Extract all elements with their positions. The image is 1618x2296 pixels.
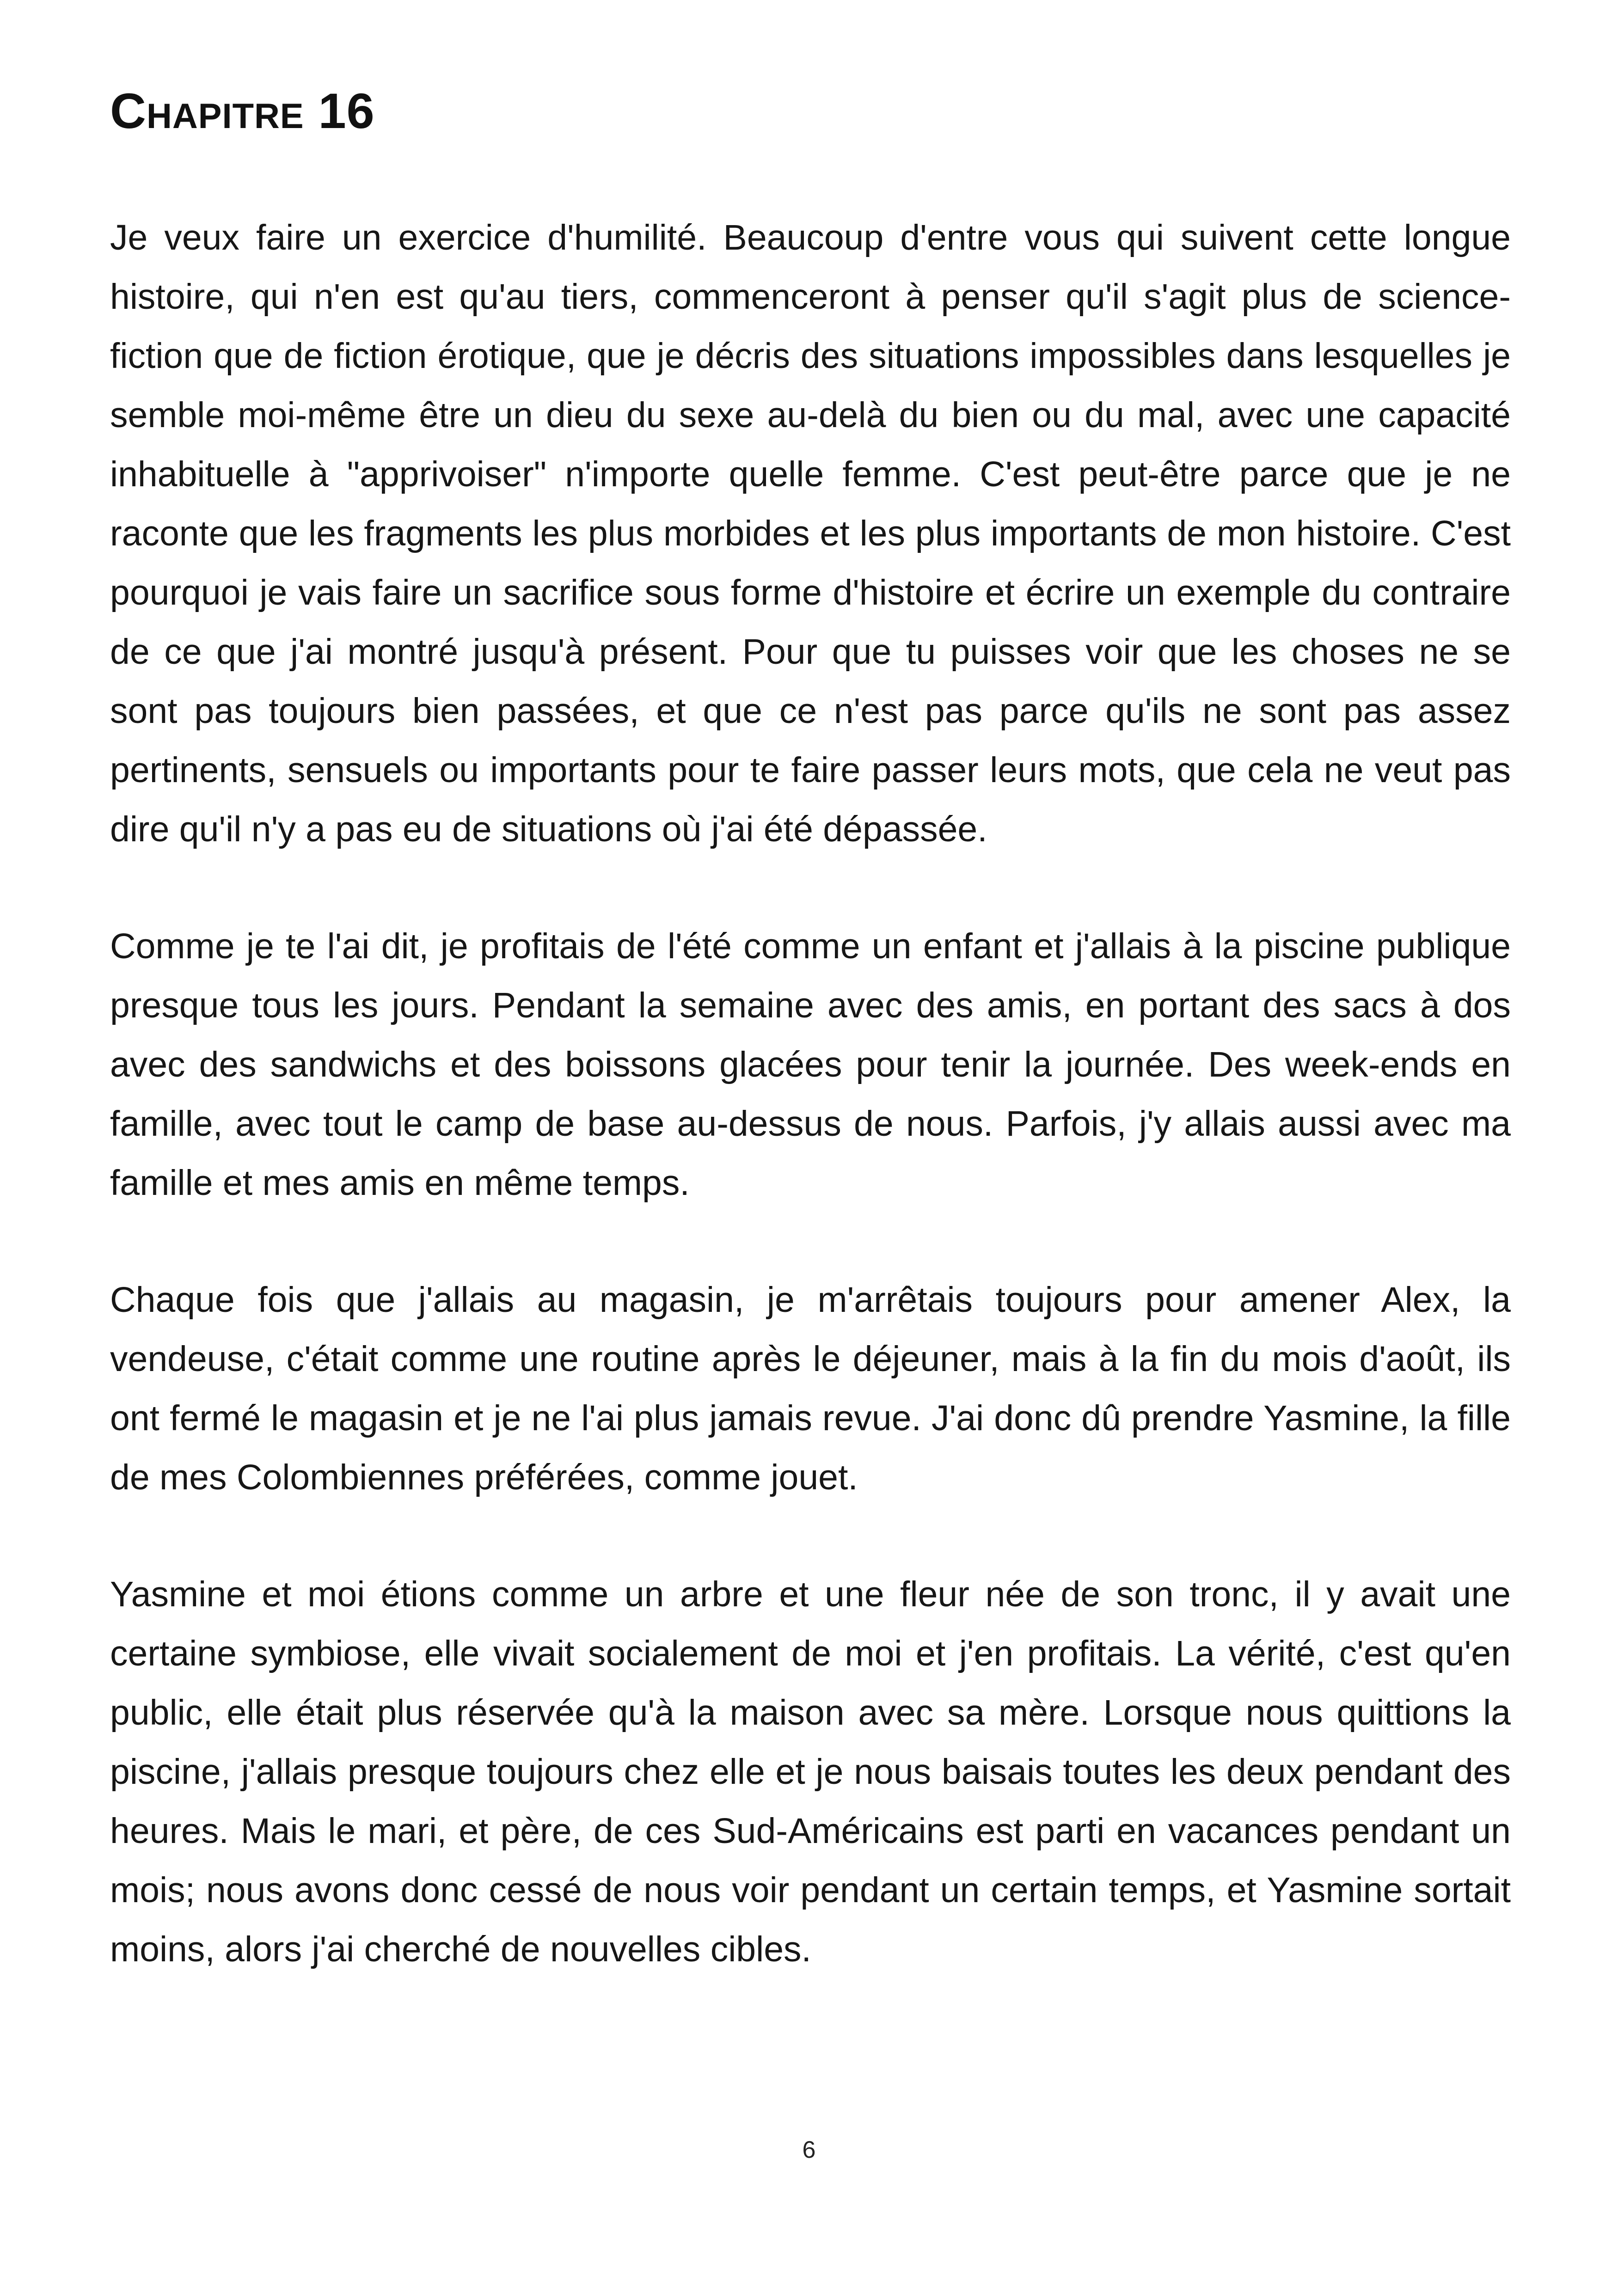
chapter-body — [110, 208, 1511, 2037]
page-number: 6 — [802, 2137, 816, 2163]
paragraph-4: Yasmine et moi étions comme un arbre et une fleur née de son tronc, il y avait une certaine symbiose, elle vivait socialement de moi et j'en profitais. La vérité, c'est qu'en public, elle était plus réservée qu'à la maison avec sa mère. Lorsque nous quittions la piscine, j'allais presque toujours chez elle et je nous baisais toutes les deux pendant des heures. Mais le mari, et père, de ces Sud-Américains est parti en vacances pendant un mois; nous avons donc cessé de nous voir pendant un certain temps, et Yasmine sortait moins, alors j'ai cherché de nouvelles cibles. — [110, 1574, 1511, 1969]
paragraph-2: Comme je te l'ai dit, je profitais de l'été comme un enfant et j'allais à la piscine publique presque tous les jours. Pendant la semaine avec des amis, en portant des sacs à dos avec des sandwichs et des boissons glacées pour tenir la journée. Des week-ends en famille, avec tout le camp de base au-dessus de nous. Parfois, j'y allais aussi avec ma famille et mes amis en même temps. — [110, 926, 1511, 1203]
chapter-title: Chapitre 16 — [110, 83, 375, 139]
paragraph-1: Je veux faire un exercice d'humilité. Beaucoup d'entre vous qui suivent cette longue histoire, qui n'en est qu'au tiers, commenceront à penser qu'il s'agit plus de science-fiction que de fiction érotique, que je décris des situations impossibles dans lesquelles je semble moi-même être un dieu du sexe au-delà du bien ou du mal, avec une capacité inhabituelle à "apprivoiser" n'importe quelle femme. C'est peut-être parce que je ne raconte que les fragments les plus morbides et les plus importants de mon histoire. C'est pourquoi je vais faire un sacrifice sous forme d'histoire et écrire un exemple du contraire de ce que j'ai montré jusqu'à présent. Pour que tu puisses voir que les choses ne se sont pas toujours bien passées, et que ce n'est pas parce qu'ils ne sont pas assez pertinents, sensuels ou importants pour te faire passer leurs mots, que cela ne veut pas dire qu'il n'y a pas eu de situations où j'ai été dépassée. — [110, 218, 1511, 849]
paragraph-3: Chaque fois que j'allais au magasin, je m'arrêtais toujours pour amener Alex, la vendeuse, c'était comme une routine après le déjeuner, mais à la fin du mois d'août, ils ont fermé le magasin et je ne l'ai plus jamais revue. J'ai donc dû prendre Yasmine, la fille de mes Colombiennes préférées, comme jouet. — [110, 1280, 1511, 1497]
